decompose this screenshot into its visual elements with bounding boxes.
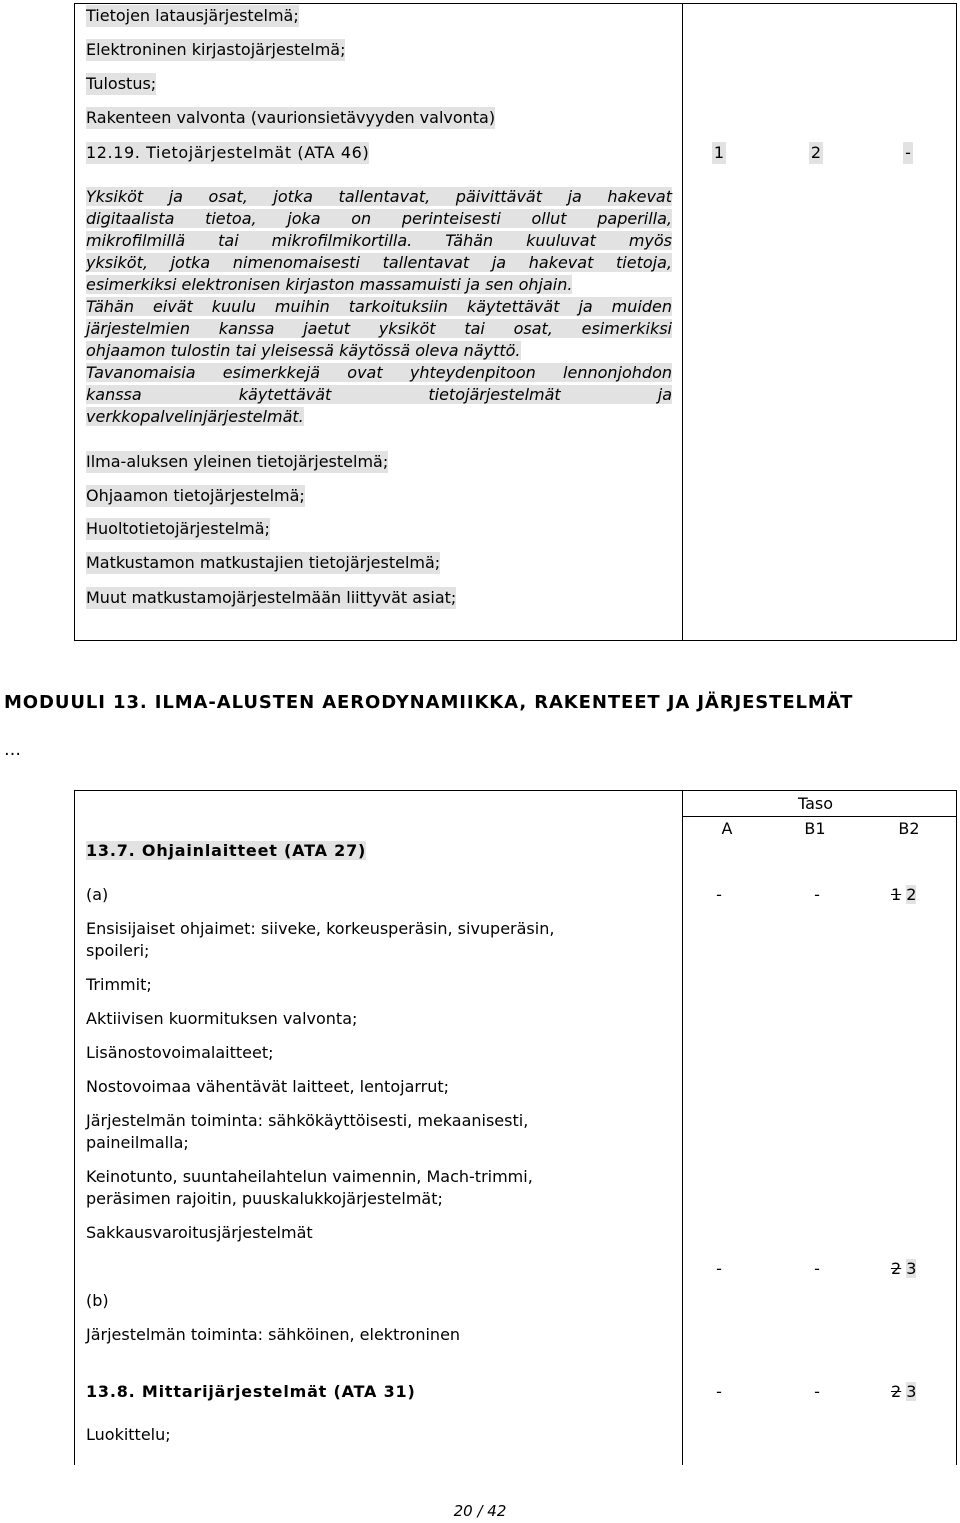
ellipsis-text: … xyxy=(4,740,21,760)
level-b1: - xyxy=(814,885,820,904)
list-item: Aktiivisen kuormituksen valvonta; xyxy=(86,1009,358,1028)
paragraph-line: yksiköt, jotka nimenomaisesti tallentavat ja hakevat tietoja, xyxy=(86,253,672,272)
list-item: peräsimen rajoitin, puuskalukkojärjestelmät; xyxy=(86,1189,443,1208)
paragraph-line: esimerkiksi elektronisen kirjaston massamuisti ja sen ohjain. xyxy=(86,275,573,294)
list-item: Tietojen latausjärjestelmä; xyxy=(86,6,299,25)
level-b2: - xyxy=(903,142,913,164)
paragraph-line: verkkopalvelinjärjestelmät. xyxy=(86,407,304,426)
list-item: Muut matkustamojärjestelmään liittyvät asiat; xyxy=(86,588,457,607)
level-b2 xyxy=(891,884,916,906)
level-a: - xyxy=(716,1259,722,1278)
section-heading: 13.8. Mittarijärjestelmät (ATA 31) xyxy=(86,1382,416,1401)
list-item: Järjestelmän toiminta: sähköinen, elektroninen xyxy=(86,1325,461,1344)
level-b1: - xyxy=(814,1382,820,1401)
part-label: (b) xyxy=(86,1291,109,1310)
list-item: Järjestelmän toiminta: sähkökäyttöisesti, mekaanisesti, xyxy=(86,1111,529,1130)
list-item: Keinotunto, suuntaheilahtelun vaimennin, Mach-trimmi, xyxy=(86,1167,533,1186)
level-a: - xyxy=(716,1382,722,1401)
paragraph-line: järjestelmien kanssa jaetut yksiköt tai osat, esimerkiksi xyxy=(86,319,672,338)
level-b2 xyxy=(891,1381,916,1403)
level-a: - xyxy=(716,885,722,904)
level-b2-old: 2 xyxy=(891,1259,902,1278)
paragraph-line: Yksiköt ja osat, jotka tallentavat, päivittävät ja hakevat xyxy=(86,187,672,206)
level-a: 1 xyxy=(713,143,725,162)
list-item: Huoltotietojärjestelmä; xyxy=(86,519,270,538)
level-b2 xyxy=(891,1258,916,1280)
column-divider xyxy=(682,4,683,640)
level-b1: 2 xyxy=(810,143,822,162)
list-item: Ohjaamon tietojärjestelmä; xyxy=(86,486,305,505)
list-item: Sakkausvaroitusjärjestelmät xyxy=(86,1223,313,1242)
level-b2-new: 2 xyxy=(906,885,917,904)
section-heading: 12.19. Tietojärjestelmät (ATA 46) xyxy=(86,143,370,162)
list-item: Tulostus; xyxy=(86,74,157,93)
column-divider xyxy=(682,791,683,1465)
column-header-a: A xyxy=(721,819,733,838)
paragraph-line: Tavanomaisia esimerkkejä ovat yhteydenpitoon lennonjohdon xyxy=(86,363,672,382)
list-item: Trimmit; xyxy=(86,975,152,994)
page-number: 20 / 42 xyxy=(453,1502,507,1520)
level-b2-new: 3 xyxy=(906,1259,917,1278)
list-item: paineilmalla; xyxy=(86,1133,189,1152)
level-header: Taso xyxy=(798,794,834,813)
level-b1: - xyxy=(814,1259,820,1278)
paragraph-line: ohjaamon tulostin tai yleisessä käytössä oleva näyttö. xyxy=(86,341,521,360)
level-b2-new: 3 xyxy=(906,1382,917,1401)
module-heading: MODUULI 13. ILMA-ALUSTEN AERODYNAMIIKKA, RAKENTEET JA JÄRJESTELMÄT xyxy=(4,692,854,713)
list-item: Nostovoimaa vähentävät laitteet, lentojarrut; xyxy=(86,1077,450,1096)
list-item: Ilma-aluksen yleinen tietojärjestelmä; xyxy=(86,452,389,471)
part-label: (a) xyxy=(86,885,109,904)
list-item: Ensisijaiset ohjaimet: siiveke, korkeusperäsin, sivuperäsin, xyxy=(86,919,555,938)
paragraph-line: digitaalista tietoa, joka on perinteisesti ollut paperilla, xyxy=(86,209,672,228)
header-divider xyxy=(682,816,956,817)
list-item: spoileri; xyxy=(86,941,150,960)
column-header-b1: B1 xyxy=(804,819,826,838)
description-paragraph xyxy=(86,186,672,428)
section-heading-text: 13.7. Ohjainlaitteet (ATA 27) xyxy=(86,841,367,860)
list-item: Luokittelu; xyxy=(86,1425,171,1444)
section-heading xyxy=(86,840,366,862)
paragraph-line: Tähän eivät kuulu muihin tarkoituksiin käytettävät ja muiden xyxy=(86,297,672,316)
list-item: Rakenteen valvonta (vaurionsietävyyden valvonta) xyxy=(86,108,496,127)
paragraph-line: mikrofilmillä tai mikrofilmikortilla. Tähän kuuluvat myös xyxy=(86,231,672,250)
column-header-b2: B2 xyxy=(898,819,920,838)
paragraph-line: kanssa käytettävät tietojärjestelmät ja xyxy=(86,385,672,404)
level-b2-old: 1 xyxy=(891,885,902,904)
list-item: Elektroninen kirjastojärjestelmä; xyxy=(86,40,346,59)
level-b2-old: 2 xyxy=(891,1382,902,1401)
list-item: Matkustamon matkustajien tietojärjestelmä; xyxy=(86,553,441,572)
list-item: Lisänostovoimalaitteet; xyxy=(86,1043,274,1062)
